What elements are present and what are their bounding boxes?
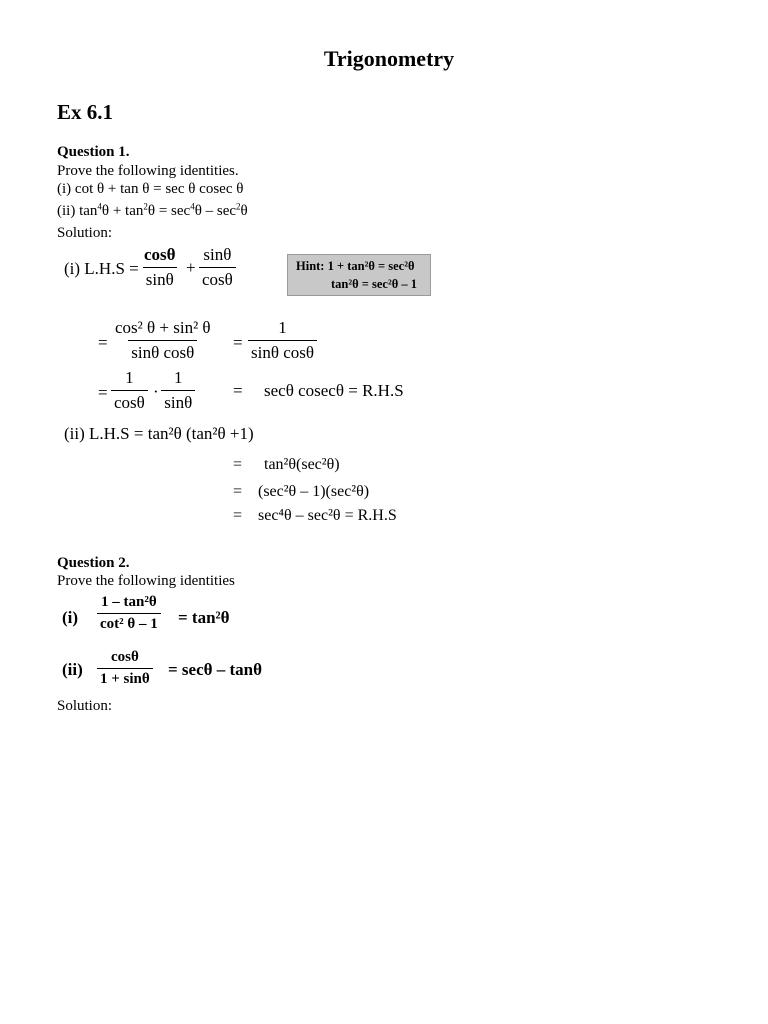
sol-ii-step-3: sec⁴θ – sec²θ = R.H.S: [258, 507, 397, 524]
question-1-solution-label: Solution:: [57, 225, 113, 241]
equals-sign: =: [233, 456, 243, 473]
question-2-heading: Question 2.: [57, 555, 130, 571]
dot-operator: ·: [153, 382, 159, 401]
exercise-heading: Ex 6.1: [57, 100, 114, 124]
question-2-solution-label: Solution:: [57, 698, 113, 714]
q2-part-i-label: (i): [62, 608, 79, 627]
fraction-sum-squares: $\frac{\text{cos² θ + sin² θ}}{\text{sinθ cosθ}}$: [115, 318, 211, 362]
equals-sign: =: [233, 333, 243, 352]
fraction-sin-over-cos: $\frac{\sin\theta}{\cos\theta}$: [199, 245, 236, 290]
hint-line-2: tan²θ = sec²θ – 1: [331, 277, 417, 291]
question-2-prompt: Prove the following identities: [57, 573, 235, 589]
q2-part-ii-rhs: = secθ – tanθ: [168, 660, 263, 679]
hint-line-1: Hint: 1 + tan²θ = sec²θ: [296, 259, 415, 273]
sol-ii-step-2: (sec²θ – 1)(sec²θ): [258, 483, 370, 500]
page-title: Trigonometry: [323, 46, 455, 71]
question-1-heading: Question 1.: [57, 144, 130, 160]
q2-fraction-ii: $\frac{\cos\theta}{1 + \sin\theta}$: [97, 649, 153, 688]
equals-sign: =: [233, 381, 243, 400]
hint-box: [287, 254, 431, 296]
equals-sign: =: [233, 483, 243, 500]
sol-i-lhs: (i) L.H.S =: [64, 259, 139, 278]
question-1-prompt: Prove the following identities.: [57, 163, 239, 179]
question-1-part-ii: (ii) $\tan^4\theta + \tan^2\theta = \sec^4\theta - \sec^2\theta$: [57, 201, 248, 219]
equals-sign: =: [98, 333, 108, 352]
equals-sign: =: [98, 383, 108, 402]
q2-part-ii-label: (ii): [62, 660, 83, 679]
equals-sign: =: [233, 507, 243, 524]
fraction-one-over-sin: $\frac{1}{\sin\theta}$: [160, 368, 197, 413]
fraction-one-over-cos: $\frac{1}{\cos\theta}$: [111, 368, 148, 413]
fraction-cos-over-sin: $\frac{\cos\theta}{\sin\theta}$: [144, 245, 176, 289]
sol-ii-lhs: (ii) L.H.S = tan²θ (tan²θ +1): [64, 424, 254, 443]
plus-sign: +: [186, 258, 196, 277]
q2-part-i-rhs: = tan²θ: [178, 608, 230, 627]
question-1-part-i: (i) cot θ + tan θ = sec θ cosec θ: [57, 181, 244, 197]
q2-fraction-i: $\frac{\text{1 – tan²θ}}{\text{cot² θ – 1}}$: [97, 594, 161, 633]
fraction-one-over-sincos: $\frac{1}{\text{sinθ cosθ}}$: [248, 318, 317, 363]
sol-i-result: secθ cosecθ = R.H.S: [264, 381, 404, 400]
sol-ii-step-1: tan²θ(sec²θ): [264, 456, 340, 473]
